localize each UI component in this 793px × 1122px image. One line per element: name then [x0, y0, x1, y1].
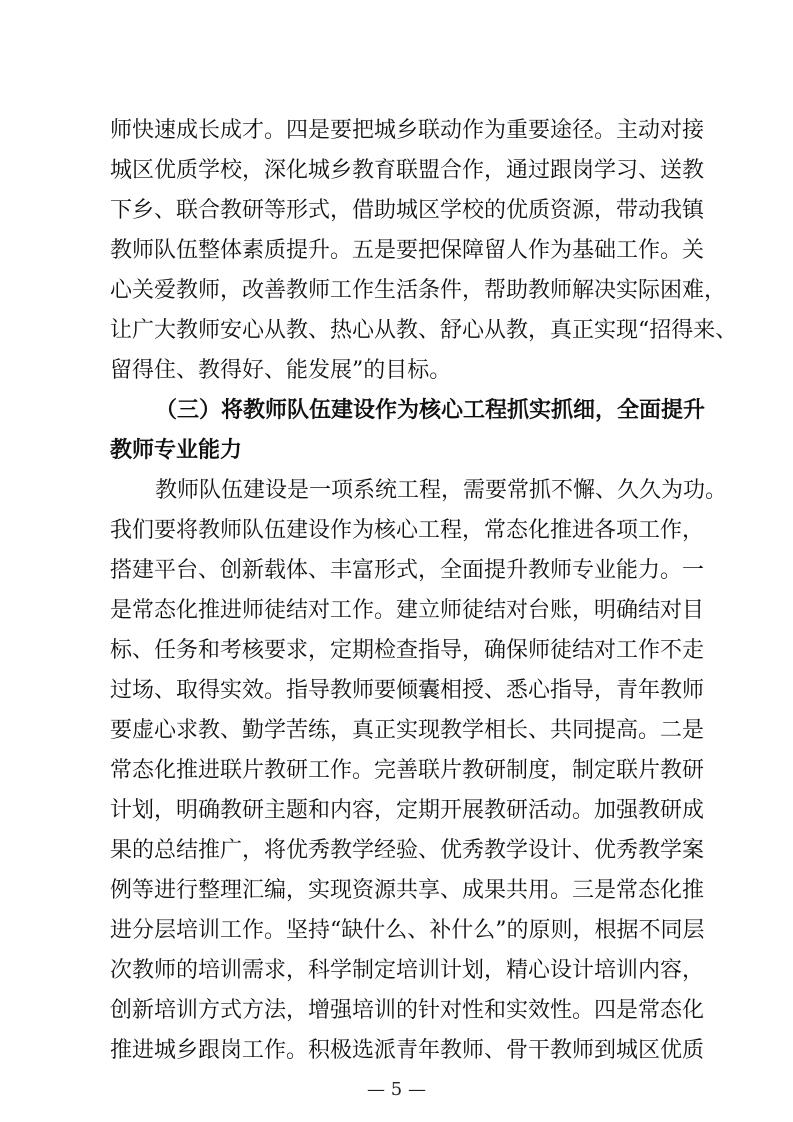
text-line: 是常态化推进师徒结对工作。建立师徒结对台账，明确结对目: [110, 598, 705, 623]
text-line: 教师队伍建设是一项系统工程，需要常抓不懈、久久为功。: [155, 478, 728, 503]
text-line: 创新培训方式方法，增强培训的针对性和实效性。四是常态化: [110, 998, 705, 1023]
text-line: 城区优质学校，深化城乡教育联盟合作，通过跟岗学习、送教: [110, 158, 705, 183]
text-line: 师快速成长成才。四是要把城乡联动作为重要途径。主动对接: [110, 118, 705, 143]
text-line: 让广大教师安心从教、热心从教、舒心从教，真正实现“招得来、: [110, 318, 738, 343]
section-heading: （三）将教师队伍建设作为核心工程抓实抓细，全面提升: [155, 398, 706, 423]
text-line: 果的总结推广，将优秀教学经验、优秀教学设计、优秀教学案: [110, 838, 705, 863]
text-line: 推进城乡跟岗工作。积极选派青年教师、骨干教师到城区优质: [110, 1038, 705, 1063]
page-number: — 5 —: [367, 1079, 426, 1100]
text-line: 次教师的培训需求，科学制定培训计划，精心设计培训内容，: [110, 958, 705, 983]
text-line: 进分层培训工作。坚持“缺什么、补什么”的原则，根据不同层: [110, 918, 705, 943]
text-line: 过场、取得实效。指导教师要倾囊相授、悉心指导，青年教师: [110, 678, 705, 703]
text-line: 标、任务和考核要求，定期检查指导，确保师徒结对工作不走: [110, 638, 705, 663]
text-line: 下乡、联合教研等形式，借助城区学校的优质资源，带动我镇: [110, 198, 705, 223]
text-line: 例等进行整理汇编，实现资源共享、成果共用。三是常态化推: [110, 878, 705, 903]
text-line: 留得住、教得好、能发展”的目标。: [110, 358, 452, 383]
section-heading: 教师专业能力: [110, 438, 243, 463]
text-line: 我们要将教师队伍建设作为核心工程，常态化推进各项工作，: [110, 518, 705, 543]
text-line: 计划，明确教研主题和内容，定期开展教研活动。加强教研成: [110, 798, 705, 823]
text-line: 心关爱教师，改善教师工作生活条件，帮助教师解决实际困难，: [110, 278, 727, 303]
text-line: 常态化推进联片教研工作。完善联片教研制度，制定联片教研: [110, 758, 705, 783]
text-line: 要虚心求教、勤学苦练，真正实现教学相长、共同提高。二是: [110, 718, 705, 743]
text-line: 搭建平台、创新载体、丰富形式，全面提升教师专业能力。一: [110, 558, 705, 583]
text-line: 教师队伍整体素质提升。五是要把保障留人作为基础工作。关: [110, 238, 705, 263]
